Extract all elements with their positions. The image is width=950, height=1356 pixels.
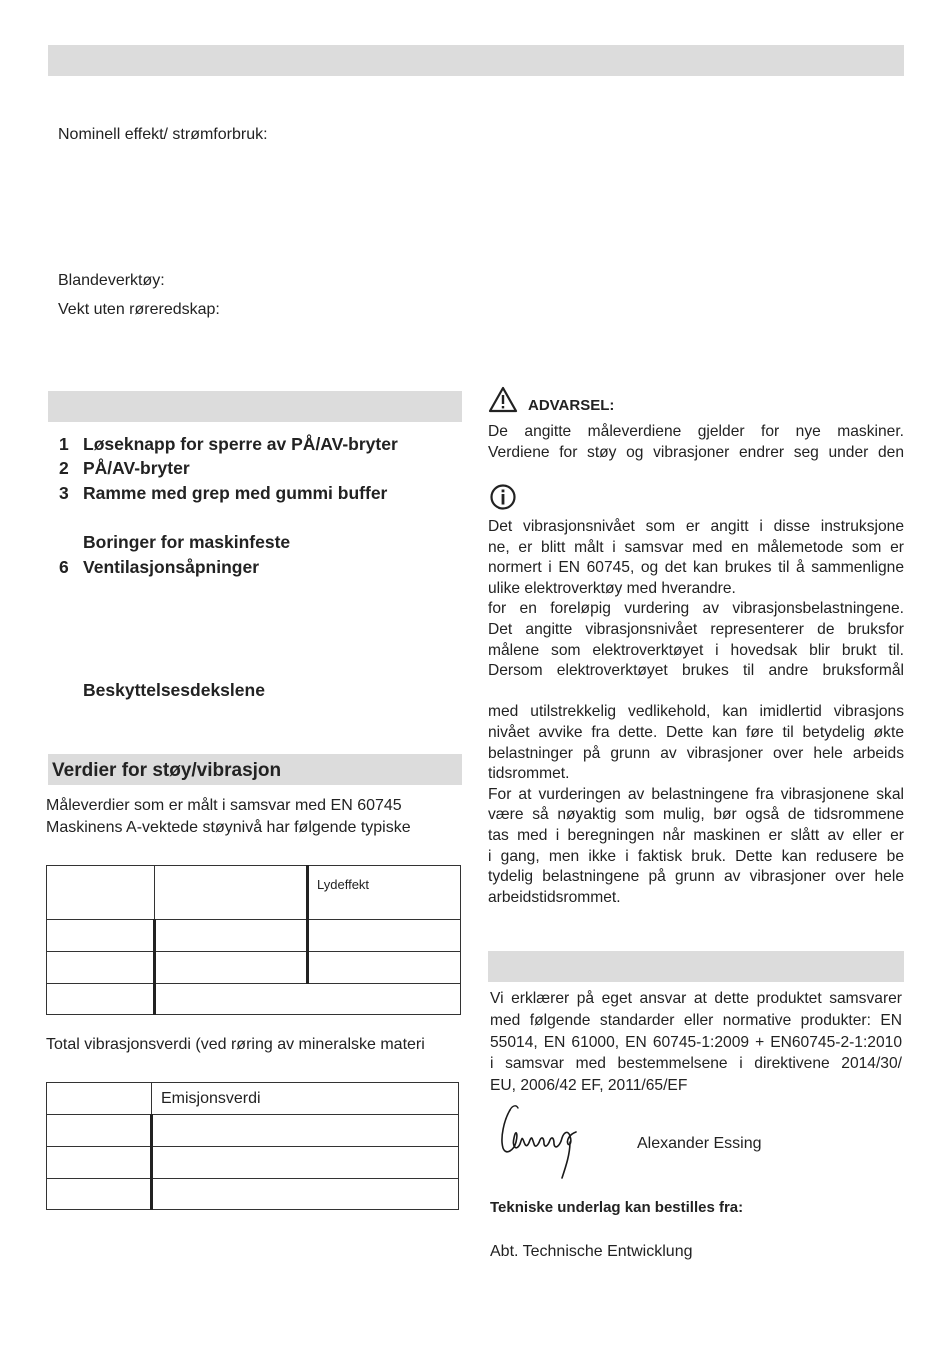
warning-triangle-icon — [488, 386, 518, 413]
part-label: PÅ/AV-bryter — [83, 458, 190, 478]
declaration-section-bar — [488, 951, 904, 982]
part-label: Beskyttelsesdekslene — [83, 680, 265, 700]
part-label: Løseknapp for sperre av PÅ/AV-bryter — [83, 434, 398, 454]
weight-label: Vekt uten røreredskap: — [58, 301, 220, 318]
part-number: 3 — [59, 483, 69, 503]
sound-power-header: Lydeffekt — [317, 877, 370, 892]
info-text: Det vibrasjonsnivået som er angitt i disse instruksjone ne, er blitt målt i samsvar med en målemetode som er normert i EN 60745, og det kan brukes til å sammenligne ulike elektroverktøy med hverandre. for en foreløpig vurdering av vibrasjonsbelastningene. Det angitte vibrasjonsnivået representerer de bruksfor målene som elektroverktøyet i hovedsak blir brukt til. Dersom elektroverktøyet brukes til andre bruksformål med utilstrekkelig vedlikehold, kan imidlertid vibrasjons nivået avvike fra dette. Dette kan føre til betydelig økte belastninger på grunn av vibrasjoner over hele arbeids tidsrommet. For at vurderingen av belastningene fra vibrasjonene skal være så nøyaktig som mulig, bør også de tidsrommene tas med i beregningen når maskinen er slått av eller er i gang, men ikke i faktisk bruk. Dette kan redusere be tydelig belastningene på grunn av vibrasjoner over hele arbeidstidsrommet. — [488, 518, 904, 906]
noise-table — [46, 865, 461, 1015]
top-header-bar — [48, 45, 904, 76]
part-number: 1 — [59, 434, 69, 454]
parts-section-bar — [48, 391, 462, 422]
nominal-power-label: Nominell effekt/ strømforbruk: — [58, 126, 268, 143]
part-label: Ventilasjonsåpninger — [83, 557, 260, 577]
noise-heading: Verdier for støy/vibrasjon — [52, 760, 282, 781]
part-label: Boringer for maskinfeste — [83, 532, 291, 552]
emission-value-header: Emisjonsverdi — [161, 1090, 261, 1107]
technical-docs-label: Tekniske underlag kan bestilles fra: — [490, 1199, 744, 1216]
noise-line-1: Måleverdier som er målt i samsvar med EN 60745 — [46, 797, 402, 814]
total-vibration-label: Total vibrasjonsverdi (ved røring av mineralske materi — [46, 1036, 425, 1053]
info-icon — [489, 483, 517, 511]
part-label: Ramme med grep med gummi buffer — [83, 483, 388, 503]
part-number: 2 — [59, 458, 69, 478]
department-name: Abt. Technische Entwicklung — [490, 1243, 693, 1260]
warning-text: De angitte måleverdiene gjelder for nye maskiner. Verdiene for støy og vibrasjoner endrer seg under den — [488, 423, 904, 461]
vibration-table — [46, 1082, 459, 1210]
warning-title: ADVARSEL: — [528, 397, 615, 414]
declaration-text: Vi erklærer på eget ansvar at dette produktet samsvarer med følgende standarder eller normative produkter: EN 55014, EN 61000, EN 60745-1:2009 + EN60745-2-1:2010 i samsvar med bestemmelsene i direktivene 2014/30/ EU, 2006/42 EF, 2011/65/EF — [490, 990, 902, 1095]
signatory-name: Alexander Essing — [637, 1135, 762, 1152]
signature-image — [494, 1098, 586, 1180]
mixing-tool-label: Blandeverktøy: — [58, 272, 165, 289]
part-number: 6 — [59, 557, 69, 577]
noise-line-2: Maskinens A-vektede støynivå har følgende typiske — [46, 819, 411, 836]
